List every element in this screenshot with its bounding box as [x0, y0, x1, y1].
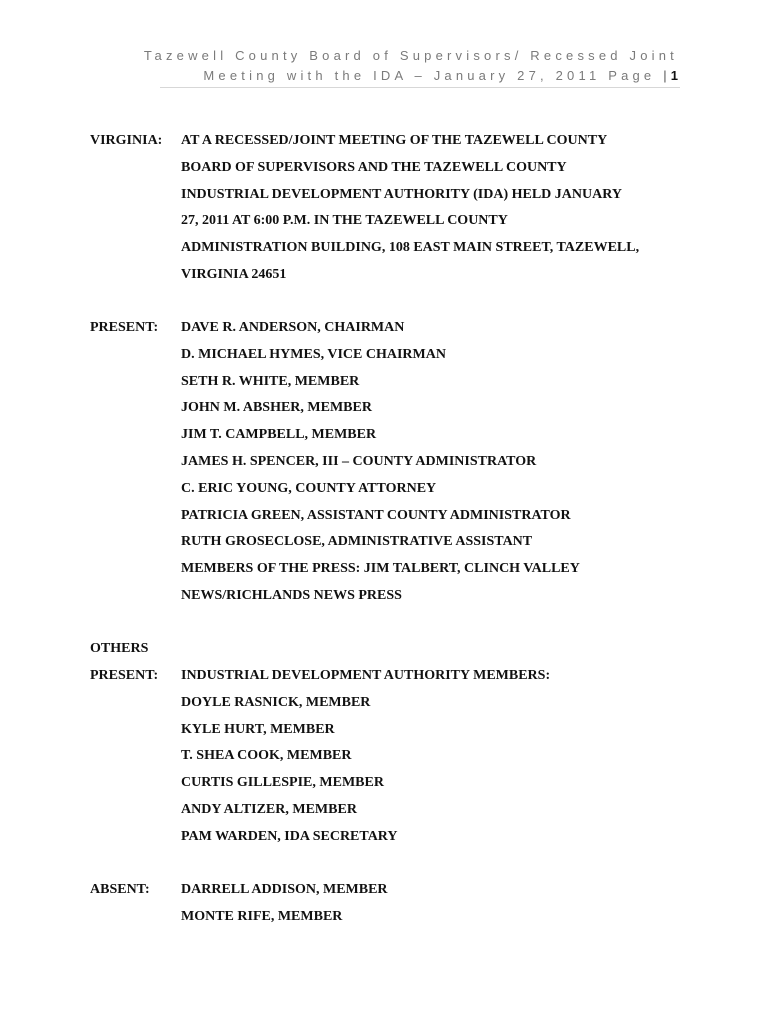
attendee-item: INDUSTRIAL DEVELOPMENT AUTHORITY MEMBERS: — [181, 668, 551, 683]
attendee-item: CURTIS GILLESPIE, MEMBER — [181, 775, 384, 791]
attendee-item: JAMES H. SPENCER, III – COUNTY ADMINISTRATOR — [181, 453, 537, 469]
header-divider — [160, 87, 680, 88]
attendee-item: JOHN M. ABSHER, MEMBER — [181, 400, 372, 416]
attendee-item: DAVE R. ANDERSON, CHAIRMAN — [181, 320, 405, 335]
attendee-item: DARRELL ADDISON, MEMBER — [181, 882, 388, 897]
virginia-line: INDUSTRIAL DEVELOPMENT AUTHORITY (IDA) HELD JANUARY — [181, 186, 622, 202]
absent-list — [181, 877, 701, 931]
attendee-item: DOYLE RASNICK, MEMBER — [181, 694, 371, 710]
present-list — [181, 315, 701, 610]
attendee-item: ANDY ALTIZER, MEMBER — [181, 801, 357, 817]
attendee-item: MEMBERS OF THE PRESS: JIM TALBERT, CLINCH VALLEY — [181, 561, 580, 577]
header-title-line1: Tazewell County Board of Supervisors/ Recessed Joint — [143, 48, 678, 63]
present-label: PRESENT: — [90, 320, 159, 335]
header-page-number: 1 — [670, 68, 678, 83]
attendee-item: MONTE RIFE, MEMBER — [181, 908, 343, 924]
others-present-list — [181, 663, 701, 851]
virginia-line: VIRGINIA 24651 — [181, 266, 287, 282]
attendee-item: PATRICIA GREEN, ASSISTANT COUNTY ADMINISTRATOR — [181, 507, 571, 523]
virginia-text — [181, 128, 701, 289]
attendee-item: KYLE HURT, MEMBER — [181, 721, 335, 737]
others-present-label: PRESENT: — [90, 668, 159, 683]
attendee-item: SETH R. WHITE, MEMBER — [181, 373, 360, 389]
header-title-line2: Meeting with the IDA – January 27, 2011 Page — [203, 68, 656, 83]
virginia-line: AT A RECESSED/JOINT MEETING OF THE TAZEWELL COUNTY — [181, 133, 608, 148]
attendee-item: C. ERIC YOUNG, COUNTY ATTORNEY — [181, 480, 437, 496]
attendee-item: RUTH GROSECLOSE, ADMINISTRATIVE ASSISTANT — [181, 534, 533, 550]
attendee-item: NEWS/RICHLANDS NEWS PRESS — [181, 587, 402, 603]
attendee-item: PAM WARDEN, IDA SECRETARY — [181, 828, 398, 844]
absent-label: ABSENT: — [90, 882, 150, 897]
virginia-line: ADMINISTRATION BUILDING, 108 EAST MAIN STREET, TAZEWELL, — [181, 240, 640, 256]
others-label: OTHERS — [90, 641, 149, 656]
attendee-item: D. MICHAEL HYMES, VICE CHAIRMAN — [181, 346, 446, 362]
virginia-line: BOARD OF SUPERVISORS AND THE TAZEWELL COUNTY — [181, 159, 567, 175]
header-page-separator: | — [663, 68, 671, 83]
attendee-item: T. SHEA COOK, MEMBER — [181, 748, 352, 764]
header-title-line2-wrap — [118, 66, 678, 86]
virginia-label: VIRGINIA: — [90, 133, 163, 148]
page-header — [118, 46, 678, 86]
virginia-line: 27, 2011 AT 6:00 P.M. IN THE TAZEWELL COUNTY — [181, 213, 508, 229]
attendee-item: JIM T. CAMPBELL, MEMBER — [181, 427, 377, 443]
